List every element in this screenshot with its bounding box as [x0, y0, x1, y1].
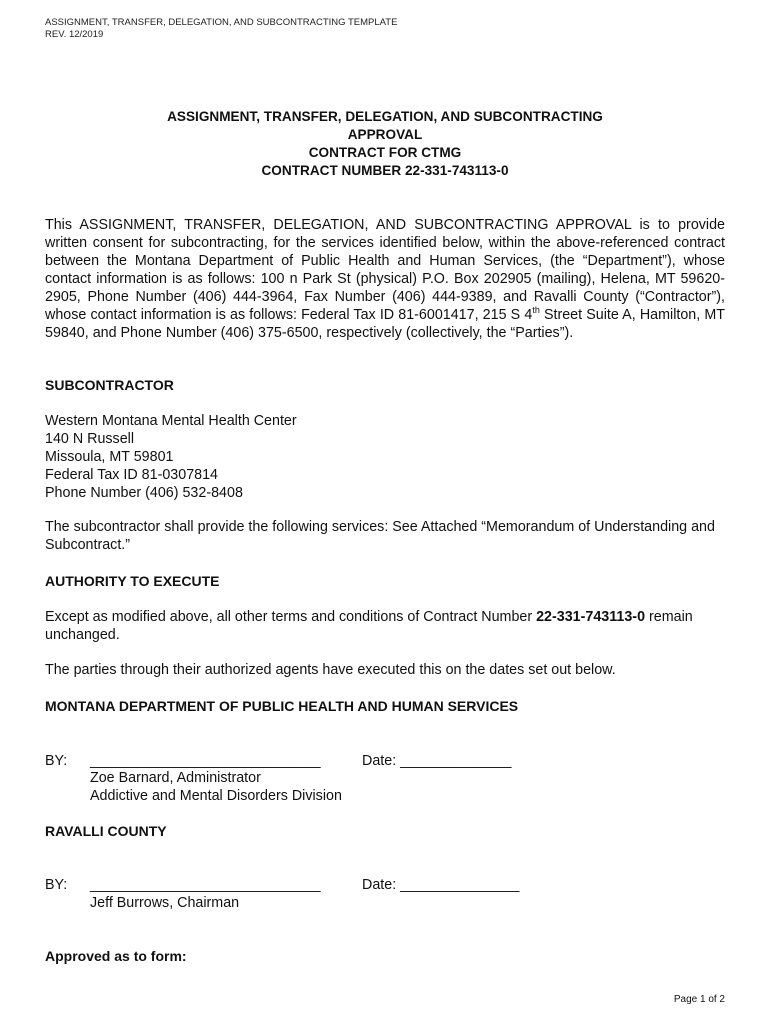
- authority-heading: AUTHORITY TO EXECUTE: [45, 573, 220, 589]
- page-number: Page 1 of 2: [673, 994, 725, 1005]
- approved-as-to-form: Approved as to form:: [45, 948, 187, 964]
- services-paragraph: The subcontractor shall provide the following services: See Attached “Memorandum of Understanding and Subcontract.”: [45, 519, 715, 553]
- title-line-4: CONTRACT NUMBER 22-331-743113-0: [261, 163, 509, 178]
- county-signature-line[interactable]: _____________________________: [90, 877, 321, 893]
- county-signer-name: Jeff Burrows, Chairman: [90, 895, 240, 911]
- revision-date: REV. 12/2019: [45, 29, 104, 40]
- intro-text-2: Street Suite A, Hamilton, MT 59840, and Phone Number (406) 375-6500, respectively (collectively, the “Parties”).: [45, 307, 725, 341]
- county-heading: RAVALLI COUNTY: [45, 823, 167, 839]
- title-line-2: APPROVAL: [347, 127, 423, 142]
- template-name: ASSIGNMENT, TRANSFER, DELEGATION, AND SUBCONTRACTING TEMPLATE: [45, 17, 398, 28]
- subcontractor-name: Western Montana Mental Health Center: [45, 413, 297, 429]
- subcontractor-street: 140 N Russell: [45, 431, 134, 447]
- contract-number: 22-331-743113-0: [536, 609, 646, 625]
- template-header: [45, 17, 397, 41]
- signer-division: Addictive and Mental Disorders Division: [90, 788, 342, 804]
- by-label: BY:: [45, 753, 68, 769]
- department-signature-line[interactable]: _____________________________: [90, 753, 321, 769]
- document-title: [0, 108, 770, 180]
- authority-text-2: remain unchanged.: [45, 609, 693, 643]
- signer-name: Zoe Barnard, Administrator: [90, 770, 261, 786]
- authority-text-1: Except as modified above, all other terms and conditions of Contract Number: [45, 609, 537, 625]
- subcontractor-address: [45, 412, 725, 502]
- subcontractor-tax-id: Federal Tax ID 81-0307814: [45, 467, 219, 483]
- intro-paragraph: [45, 216, 725, 342]
- authority-paragraph: [45, 608, 725, 644]
- by-label: BY:: [45, 877, 68, 893]
- county-date-field[interactable]: Date: _______________: [362, 877, 520, 893]
- title-line-3: CONTRACT FOR CTMG: [308, 145, 462, 160]
- subcontractor-phone: Phone Number (406) 532-8408: [45, 485, 243, 501]
- intro-superscript: th: [532, 305, 540, 316]
- title-line-1: ASSIGNMENT, TRANSFER, DELEGATION, AND SUBCONTRACTING: [167, 109, 603, 124]
- intro-text-1: This ASSIGNMENT, TRANSFER, DELEGATION, AND SUBCONTRACTING APPROVAL is to provide written consent for subcontracting, for the services identified below, within the above-referenced contract between the Montana Department of Public Health and Human Services, (the “Department”), whose contact information is as follows: 100 n Park St (physical) P.O. Box 202905 (mailing), Helena, MT 59620-2905, Phone Number (406) 444-3964, Fax Number (406) 444-9389, and Ravalli County (“Contractor”), whose contact information is as follows: Federal Tax ID 81-6001417, 215 S 4: [45, 217, 725, 323]
- subcontractor-city: Missoula, MT 59801: [45, 449, 174, 465]
- department-heading: MONTANA DEPARTMENT OF PUBLIC HEALTH AND HUMAN SERVICES: [45, 698, 519, 714]
- department-date-field[interactable]: Date: ______________: [362, 753, 512, 769]
- executed-paragraph: The parties through their authorized agents have executed this on the dates set out below.: [45, 662, 616, 678]
- subcontractor-heading: SUBCONTRACTOR: [45, 377, 174, 393]
